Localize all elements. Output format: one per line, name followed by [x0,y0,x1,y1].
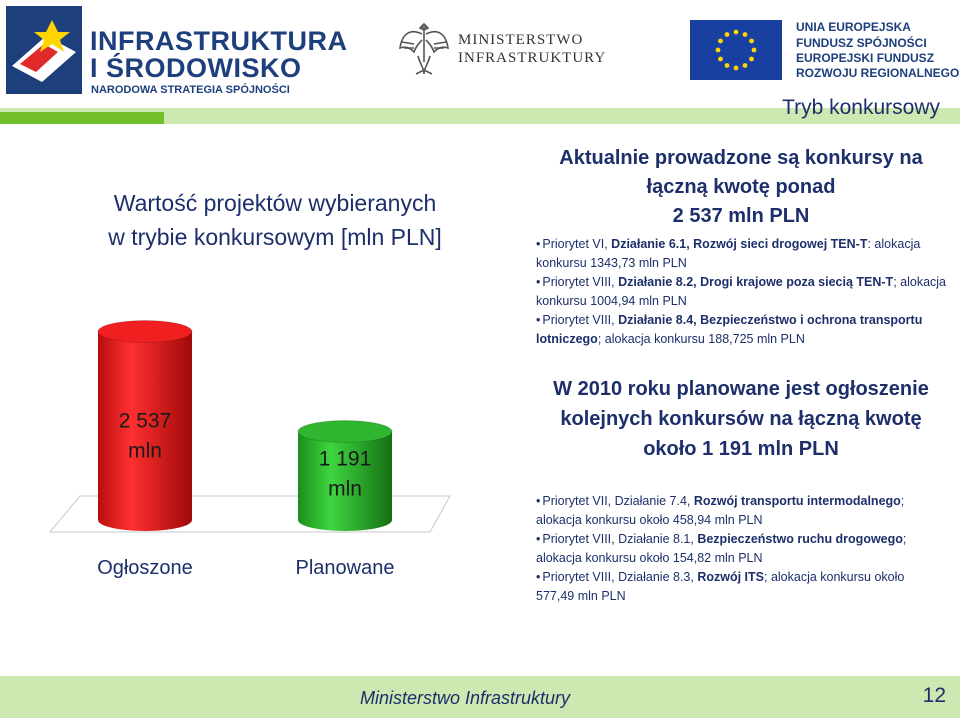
list-item: • Priorytet VIII, Działanie 8.2, Drogi krajowe poza siecią TEN-T; alokacja konkursu 1004,94 mln PLN [536,273,946,311]
data-label: mln [328,477,362,501]
planned-competitions-section [536,374,946,606]
mode-label: Tryb konkursowy [782,96,940,119]
data-label: 2 537 [118,409,172,433]
ministry-logo [396,18,606,82]
title-band-accent [0,112,164,124]
current-heading-line1: Aktualnie prowadzone są konkursy na [559,147,923,169]
list-item: • Priorytet VI, Działanie 6.1, Rozwój sieci drogowej TEN-T: alokacja konkursu 1343,73 mln PLN [536,235,946,273]
chart-title-line2: w trybie konkursowym [mln PLN] [108,224,442,250]
category-label: Ogłoszone [97,557,193,579]
eagle-emblem-icon [396,18,452,80]
current-competitions-list [536,235,946,349]
chart-title-line1: Wartość projektów wybieranych [113,190,437,216]
ministry-logo-line1: MINISTERSTWO [458,32,584,48]
current-heading-line2: łączną kwotę ponad [646,176,836,198]
chart-title [40,186,510,254]
list-item: • Priorytet VIII, Działanie 8.1, Bezpieczeństwo ruchu drogowego; alokacja konkursu około 154,82 mln PLN [536,530,946,568]
planned-heading-line2: kolejnych konkursów na łączną kwotę [560,408,922,430]
page-number: 12 [922,684,946,707]
list-item: • Priorytet VIII, Działanie 8.4, Bezpieczeństwo i ochrona transportu lotniczego; alokacja konkursu 188,725 mln PLN [536,311,946,349]
ifs-logo-line3: NARODOWA STRATEGIA SPÓJNOŚCI [91,84,290,96]
current-competitions-section [536,144,946,349]
list-item: • Priorytet VII, Działanie 7.4, Rozwój transportu intermodalnego; alokacja konkursu około 458,94 mln PLN [536,492,946,530]
eu-logo-line2: FUNDUSZ SPÓJNOŚCI [796,36,927,50]
category-label: Planowane [295,557,395,579]
ifs-logo-line2: I ŚRODOWISKO [90,53,302,83]
bar-top [98,321,192,343]
footer-text: Ministerstwo Infrastruktury [360,688,571,708]
ifs-flag-icon [6,6,82,94]
infrastruktura-i-srodowisko-logo [6,6,348,96]
ministry-logo-line2: INFRASTRUKTURY [458,50,607,66]
current-competitions-heading [536,144,946,231]
eu-logo-line3: EUROPEJSKI FUNDUSZ [796,51,935,65]
planned-competitions-list [536,492,946,606]
eu-flag-icon [690,20,782,80]
data-label: 1 191 [318,447,372,471]
list-item: • Priorytet VIII, Działanie 8.3, Rozwój ITS; alokacja konkursu około 577,49 mln PLN [536,568,946,606]
bar-chart [40,310,460,610]
eu-logo-line1: UNIA EUROPEJSKA [796,20,911,34]
planned-competitions-heading [536,374,946,464]
data-label: mln [128,439,162,463]
bar-top [298,421,392,443]
planned-heading-line1: W 2010 roku planowane jest ogłoszenie [553,378,929,400]
eu-logo-line4: ROZWOJU REGIONALNEGO [796,66,960,80]
current-heading-amount: 2 537 mln PLN [672,205,810,227]
planned-heading-amount: około 1 191 mln PLN [643,438,839,460]
ifs-logo-line1: INFRASTRUKTURA [90,26,348,56]
bar-planowane [298,421,392,531]
eu-logo [690,18,960,82]
